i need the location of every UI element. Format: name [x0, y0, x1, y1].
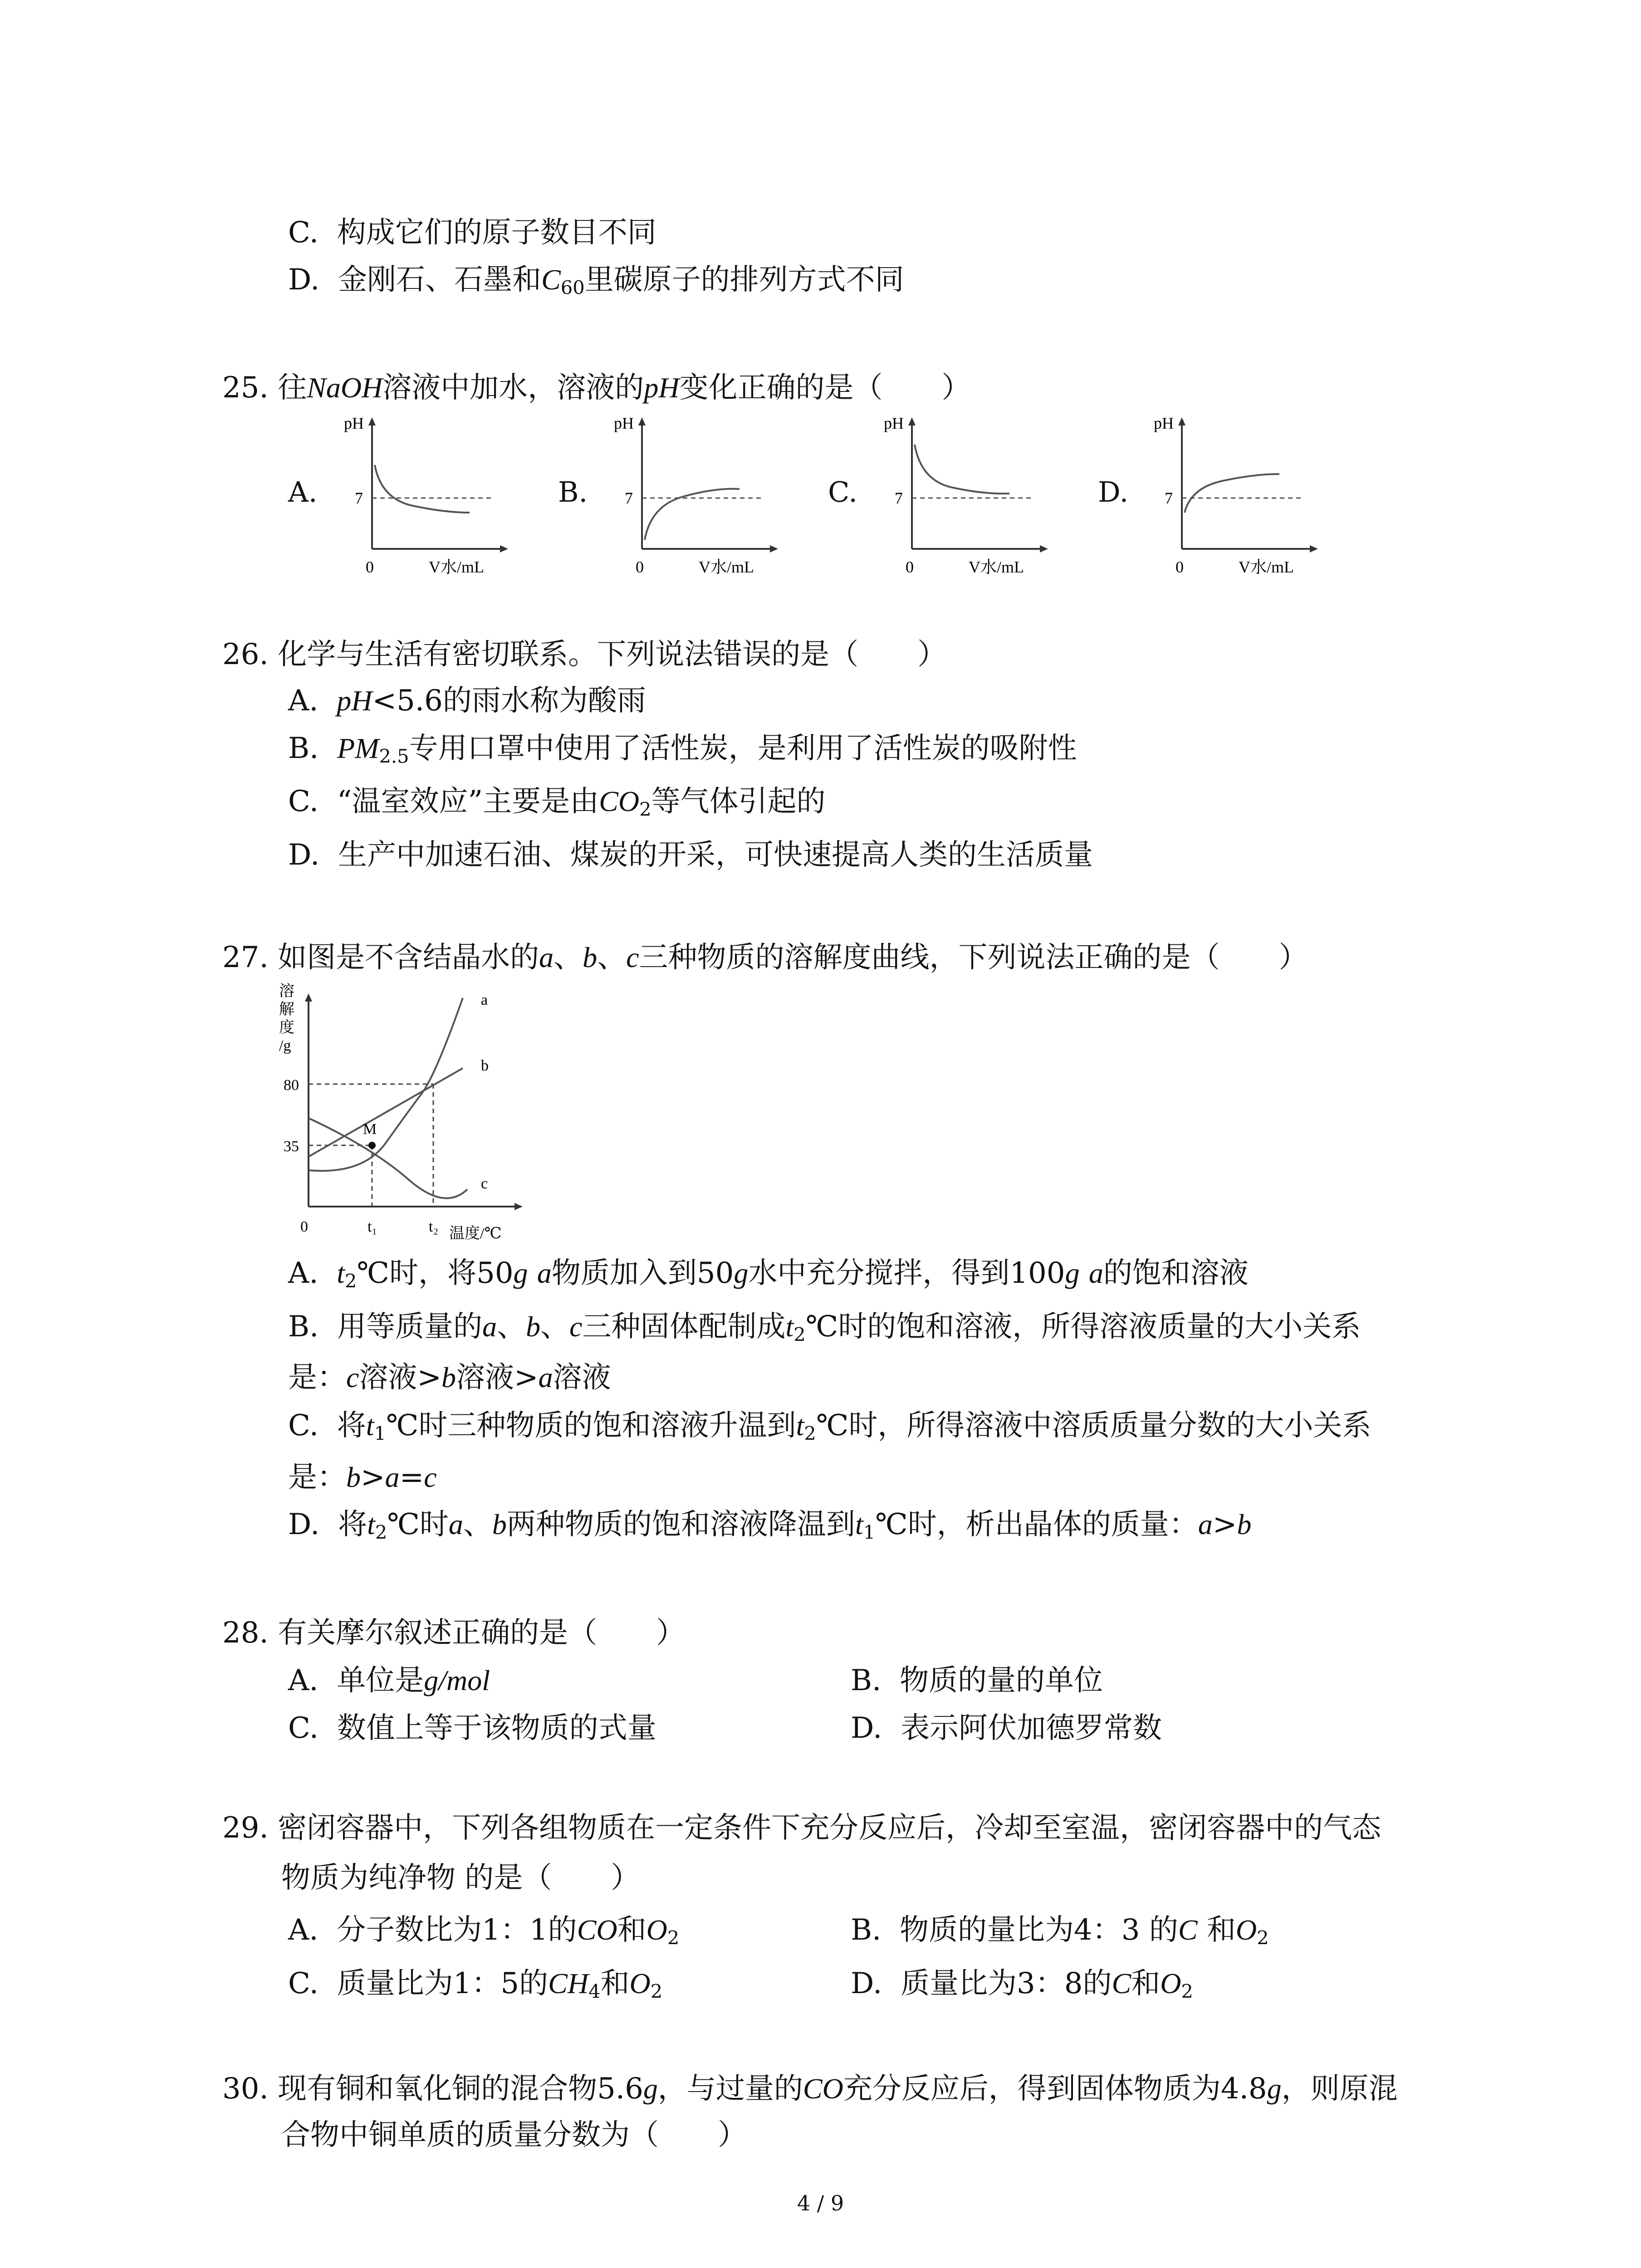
question-number: 26.: [222, 638, 269, 671]
seven-label: 7: [625, 489, 633, 507]
x-tick-t2: t₂: [429, 1218, 439, 1235]
seven-label: 7: [355, 489, 363, 507]
option-text: 是：: [288, 1461, 346, 1494]
stem-text: ）: [917, 638, 947, 671]
y-label-3: 度: [279, 1019, 294, 1036]
curve-b-label: b: [481, 1057, 489, 1074]
option-text: 两种物质的饱和溶液降温到: [506, 1508, 855, 1541]
variable: b: [441, 1361, 456, 1393]
option-label: C.: [288, 1711, 319, 1745]
unit: g: [513, 1257, 528, 1289]
option-text: ℃时，所得溶液中溶质质量分数的大小关系: [816, 1409, 1372, 1442]
option-label: C.: [288, 1967, 319, 2000]
q28-stem: [222, 1613, 685, 1653]
stem-text: 现有铜和氧化铜的混合物: [278, 2072, 598, 2106]
subscript: 2: [650, 1980, 663, 2003]
option-text: <5.6: [372, 684, 443, 718]
y-label-1: 溶: [279, 983, 294, 1000]
formula: PM: [337, 732, 379, 764]
unit: g: [643, 2072, 658, 2105]
q27-option-a: [288, 1253, 1249, 1294]
option-text: 、: [463, 1508, 492, 1541]
option-label: D.: [288, 1508, 320, 1541]
option-label: C.: [288, 216, 319, 249]
variable: a: [482, 1310, 497, 1343]
option-text: 专用口罩中使用了活性炭，是利用了活性炭的吸附性: [409, 732, 1077, 765]
variable: b: [583, 941, 598, 973]
unit: g: [734, 1257, 749, 1289]
stem-text: ）: [656, 1616, 686, 1650]
option-label: D.: [851, 1967, 882, 2000]
number: 100: [1009, 1256, 1065, 1290]
formula: CH: [548, 1967, 589, 1999]
origin-label: 0: [1176, 558, 1184, 576]
option-label: B.: [851, 1913, 882, 1947]
q25-graph-d: [1146, 408, 1327, 581]
formula: CO: [599, 785, 640, 817]
number: 4.8: [1220, 2072, 1267, 2106]
q25-graph-c: [876, 408, 1057, 581]
y-label-2: 解: [279, 1001, 294, 1018]
variable: t: [337, 1257, 345, 1289]
y-tick-35: 35: [284, 1138, 299, 1155]
option-text: 三种固体配制成: [582, 1310, 786, 1344]
option-text: ℃时，析出晶体的质量：: [875, 1508, 1198, 1541]
stem-text: 变化正确的是（: [679, 371, 883, 405]
option-text: ℃时: [387, 1508, 449, 1541]
seven-label: 7: [1165, 489, 1173, 507]
subscript: 2: [639, 798, 652, 821]
variable: t: [366, 1409, 374, 1442]
q27-option-c-line2: [288, 1457, 437, 1498]
formula: C: [1178, 1914, 1198, 1946]
q28-option-b: [851, 1660, 1103, 1701]
q28-option-c: [288, 1708, 656, 1749]
variable: c: [346, 1361, 359, 1393]
x-axis-label: V水/mL: [429, 558, 484, 576]
option-label: B.: [288, 732, 319, 765]
unit: g/mol: [424, 1664, 490, 1696]
stem-text: ，与过量的: [657, 2072, 803, 2106]
variable: b: [346, 1461, 361, 1493]
option-text: ℃时的饱和溶液，所得溶液质量的大小关系: [805, 1310, 1361, 1344]
variable: b: [526, 1310, 541, 1343]
stem-text: 往: [278, 371, 307, 405]
ph-label: pH: [614, 414, 634, 432]
option-text: 和: [617, 1913, 647, 1947]
q29-option-a: [288, 1910, 679, 1950]
stem-text: 合物中铜单质的质量分数为（: [281, 2118, 659, 2152]
variable: c: [424, 1461, 437, 1493]
x-axis-label: 温度/℃: [449, 1225, 502, 1242]
option-text: 物质加入到: [551, 1256, 697, 1290]
variable: a: [385, 1461, 400, 1493]
stem-text: 三种物质的溶解度曲线，下列说法正确的是（: [639, 941, 1220, 974]
x-axis-label: V水/mL: [699, 558, 754, 576]
variable: c: [569, 1310, 583, 1343]
curve-c-label: c: [481, 1175, 488, 1192]
variable: a: [537, 1257, 552, 1289]
option-label: C.: [288, 785, 319, 818]
x-axis-label: V水/mL: [1239, 558, 1294, 576]
q24-option-c: [288, 212, 656, 253]
point-m-label: M: [363, 1121, 377, 1138]
stem-text: 物质为纯净物 的是（: [281, 1861, 552, 1895]
number: 5.6: [597, 2072, 643, 2106]
y-label-4: /g: [279, 1037, 291, 1054]
subscript: 2.5: [379, 745, 409, 767]
q30-stem-line1: [222, 2068, 1398, 2109]
symbol: >: [361, 1461, 385, 1494]
x-tick-t1: t₁: [367, 1218, 377, 1235]
q25-label-b: B.: [558, 475, 588, 508]
formula: NaOH: [307, 371, 383, 404]
variable: a: [538, 1361, 553, 1393]
origin-label: 0: [636, 558, 644, 576]
subscript: 1: [374, 1422, 386, 1445]
formula: C: [1112, 1967, 1132, 1999]
option-label: D.: [288, 263, 320, 297]
option-text: 的饱和溶液: [1103, 1256, 1249, 1290]
formula: O: [646, 1914, 667, 1946]
formula: C: [541, 264, 561, 296]
option-label: C.: [288, 1409, 319, 1442]
stem-text: 充分反应后，得到固体物质为: [843, 2072, 1221, 2106]
option-text: “温室效应”主要是由: [337, 785, 599, 818]
subscript: 2: [794, 1323, 806, 1346]
question-number: 28.: [222, 1616, 269, 1650]
option-label: B.: [851, 1664, 882, 1697]
formula: O: [629, 1967, 651, 1999]
option-text: 、: [497, 1310, 526, 1344]
option-label: A.: [288, 1664, 318, 1697]
subscript: 2: [1257, 1926, 1269, 1949]
stem-text: 有关摩尔叙述正确的是（: [278, 1616, 598, 1650]
stem-text: 化学与生活有密切联系。下列说法错误的是（: [278, 638, 859, 671]
q25-graph-b: [606, 408, 787, 581]
option-text: 和: [1131, 1967, 1161, 2000]
variable: a: [539, 941, 554, 973]
stem-text: 如图是不含结晶水的: [278, 941, 539, 974]
option-text: 物质的量的单位: [900, 1664, 1103, 1697]
q27-solubility-graph: [272, 980, 526, 1261]
variable: c: [626, 941, 639, 973]
formula: CO: [577, 1914, 617, 1946]
q29-option-d: [851, 1963, 1193, 2004]
question-number: 30.: [222, 2072, 269, 2106]
option-text: 和: [1197, 1913, 1236, 1947]
option-text: 金刚石、石墨和: [338, 263, 542, 297]
option-label: A.: [288, 1256, 318, 1290]
option-text: 溶液: [553, 1361, 611, 1394]
q26-option-b: [288, 728, 1077, 769]
origin-label: 0: [366, 558, 374, 576]
q29-option-c: [288, 1963, 662, 2004]
ph-label: pH: [1154, 414, 1174, 432]
q25-graph-a: [336, 408, 517, 581]
formula: O: [1235, 1914, 1257, 1946]
subscript: 2: [1181, 1980, 1193, 2003]
q27-option-b: [288, 1306, 1361, 1347]
q24-option-d: [288, 259, 904, 300]
q25-stem: [222, 367, 970, 408]
origin-label: 0: [300, 1218, 308, 1235]
q27-option-d: [288, 1504, 1251, 1545]
option-label: D.: [851, 1711, 882, 1745]
variable: a: [448, 1508, 463, 1540]
option-label: B.: [288, 1310, 319, 1344]
option-text: 分子数比为1：1的: [337, 1913, 577, 1947]
q27-option-c: [288, 1405, 1371, 1446]
stem-text: 、: [597, 941, 627, 974]
variable: t: [796, 1409, 804, 1442]
subscript: 2: [375, 1521, 387, 1544]
q29-option-b: [851, 1910, 1269, 1950]
subscript: 1: [863, 1521, 876, 1544]
option-text: 的雨水称为酸雨: [442, 684, 646, 718]
option-text: ℃时，将: [357, 1256, 477, 1290]
formula: CO: [803, 2072, 843, 2105]
symbol: >: [1212, 1508, 1237, 1541]
question-number: 27.: [222, 941, 269, 974]
q26-stem: [222, 634, 946, 675]
stem-text: ）: [718, 2118, 747, 2152]
option-text: 数值上等于该物质的式量: [337, 1711, 656, 1745]
q26-option-d: [288, 835, 1093, 875]
q29-stem-line2: [281, 1857, 640, 1898]
variable: a: [1198, 1508, 1213, 1540]
option-text: 和: [600, 1967, 630, 2000]
formula: O: [1160, 1967, 1181, 1999]
option-text: 等气体引起的: [651, 785, 826, 818]
q27-option-b-line2: [288, 1357, 611, 1398]
number: 50: [696, 1256, 734, 1290]
q25-label-a: A.: [288, 475, 318, 508]
option-text: 用等质量的: [337, 1310, 483, 1344]
option-text: 将: [337, 1409, 366, 1442]
option-text: 溶液>: [359, 1361, 442, 1394]
curve-c: [309, 1118, 467, 1198]
q29-stem-line1: [222, 1808, 1381, 1848]
symbol: =: [399, 1461, 424, 1494]
option-text: 溶液>: [456, 1361, 539, 1394]
q27-stem: [222, 937, 1308, 978]
page-number: 4 / 9: [797, 2191, 844, 2215]
option-text: 将: [338, 1508, 367, 1541]
seven-label: 7: [895, 489, 903, 507]
stem-text: 溶液中加水，溶液的: [382, 371, 644, 405]
variable: a: [1088, 1257, 1103, 1289]
option-text: 里碳原子的排列方式不同: [584, 263, 904, 297]
subscript: 2: [345, 1270, 357, 1292]
q25-label-d: D.: [1098, 475, 1129, 508]
origin-label: 0: [906, 558, 914, 576]
option-text: 表示阿伏加德罗常数: [901, 1711, 1162, 1745]
subscript: 2: [804, 1422, 816, 1445]
variable: b: [492, 1508, 507, 1540]
question-number: 25.: [222, 371, 269, 405]
option-text: 生产中加速石油、煤炭的开采，可快速提高人类的生活质量: [338, 838, 1093, 872]
point-m: [368, 1142, 376, 1149]
option-text: 单位是: [337, 1664, 424, 1697]
y-tick-80: 80: [284, 1077, 299, 1094]
option-text: 质量比为3：8的: [901, 1967, 1112, 2000]
stem-text: ，则原混: [1281, 2072, 1398, 2106]
option-text: 构成它们的原子数目不同: [337, 216, 656, 249]
subscript: 4: [588, 1980, 601, 2003]
formula: pH: [337, 684, 372, 717]
stem-text: 密闭容器中，下列各组物质在一定条件下充分反应后，冷却至室温，密闭容器中的气态: [278, 1811, 1381, 1845]
curve-a-label: a: [481, 992, 488, 1008]
subscript: 60: [560, 276, 585, 299]
stem-text: ）: [1279, 941, 1308, 974]
q26-option-a: [288, 680, 646, 721]
unit: g: [1065, 1257, 1080, 1289]
option-label: A.: [288, 684, 318, 718]
option-text: 水中充分搅拌，得到: [748, 1256, 1010, 1290]
option-text: 是：: [288, 1361, 346, 1394]
option-label: A.: [288, 1913, 318, 1947]
option-label: D.: [288, 838, 320, 872]
option-text: ℃时三种物质的饱和溶液升温到: [386, 1409, 796, 1442]
x-axis-label: V水/mL: [969, 558, 1024, 576]
q30-stem-line2: [281, 2115, 747, 2156]
stem-text: ）: [611, 1861, 640, 1895]
q28-option-d: [851, 1708, 1162, 1749]
number: 50: [476, 1256, 514, 1290]
stem-text: 、: [554, 941, 583, 974]
variable: t: [785, 1310, 794, 1343]
subscript: 2: [667, 1926, 680, 1949]
option-text: 物质的量比为4：3 的: [900, 1913, 1178, 1947]
variable: t: [855, 1508, 863, 1540]
ph-label: pH: [884, 414, 904, 432]
stem-text: ）: [941, 371, 971, 405]
variable: t: [367, 1508, 375, 1540]
q26-option-c: [288, 781, 826, 822]
ph-label: pH: [344, 414, 364, 432]
variable: b: [1237, 1508, 1252, 1540]
option-text: 、: [540, 1310, 570, 1344]
option-text: 质量比为1：5的: [337, 1967, 549, 2000]
formula: pH: [644, 371, 680, 404]
q28-option-a: [288, 1660, 490, 1701]
q25-label-c: C.: [828, 475, 857, 508]
unit: g: [1267, 2072, 1282, 2105]
question-number: 29.: [222, 1811, 269, 1845]
